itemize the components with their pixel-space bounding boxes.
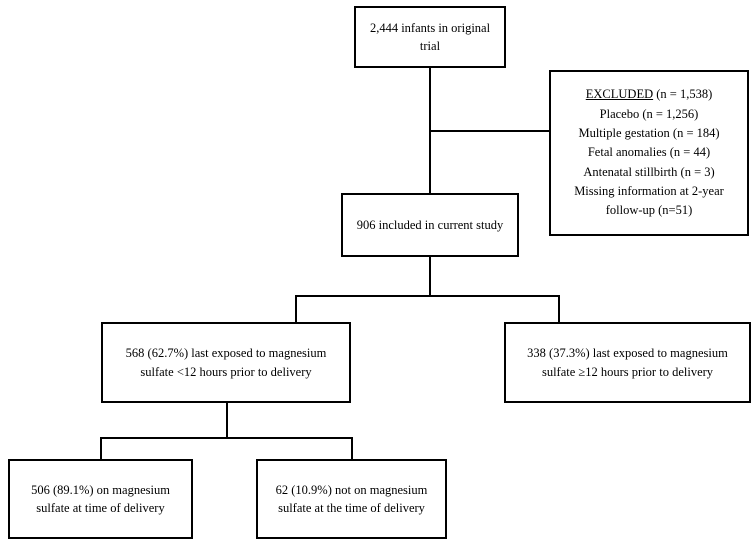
connector-split2-left	[100, 437, 102, 460]
node-exposed-ge-12-hours-label: 338 (37.3%) last exposed to magnesium sulfate ≥12 hours prior to delivery	[527, 346, 728, 379]
node-included-label: 906 included in current study	[356, 217, 504, 232]
excluded-item-fetal-anomalies: Fetal anomalies (n = 44)	[587, 145, 711, 160]
node-exposed-lt-12-hours-label: 568 (62.7%) last exposed to magnesium sulfate <12 hours prior to delivery	[125, 346, 327, 379]
node-original-trial-label: 2,444 infants in original trial	[369, 20, 491, 53]
node-on-magnesium-at-delivery	[8, 459, 193, 539]
excluded-heading-line	[557, 85, 741, 104]
excluded-heading-count: (n = 1,538)	[656, 87, 713, 102]
node-not-on-magnesium-at-delivery-label: 62 (10.9%) not on magnesium sulfate at the time of delivery	[275, 482, 428, 515]
connector-to-excluded	[429, 130, 550, 132]
connector-split2-right	[351, 437, 353, 460]
excluded-item-multiple-gestation: Multiple gestation (n = 184)	[578, 125, 720, 140]
connector-included-down	[429, 256, 431, 296]
connector-split-right	[558, 295, 560, 323]
split-bar-exposure	[295, 295, 559, 297]
node-exposed-lt-12-hours	[101, 322, 351, 403]
node-exposed-ge-12-hours	[504, 322, 751, 403]
connector-lt12-down	[226, 403, 228, 438]
split-bar-delivery	[100, 437, 352, 439]
node-original-trial	[354, 6, 506, 68]
excluded-item-antenatal-stillbirth: Antenatal stillbirth (n = 3)	[583, 164, 715, 179]
node-not-on-magnesium-at-delivery	[256, 459, 447, 539]
node-on-magnesium-at-delivery-label: 506 (89.1%) on magnesium sulfate at time of delivery	[31, 482, 170, 515]
excluded-heading: EXCLUDED	[585, 87, 654, 102]
excluded-item-missing-info: Missing information at 2-year follow-up (n=51)	[574, 184, 724, 218]
excluded-item-placebo: Placebo (n = 1,256)	[599, 106, 699, 121]
connector-split-left	[295, 295, 297, 323]
node-included-current-study	[341, 193, 519, 257]
node-excluded	[549, 70, 749, 236]
